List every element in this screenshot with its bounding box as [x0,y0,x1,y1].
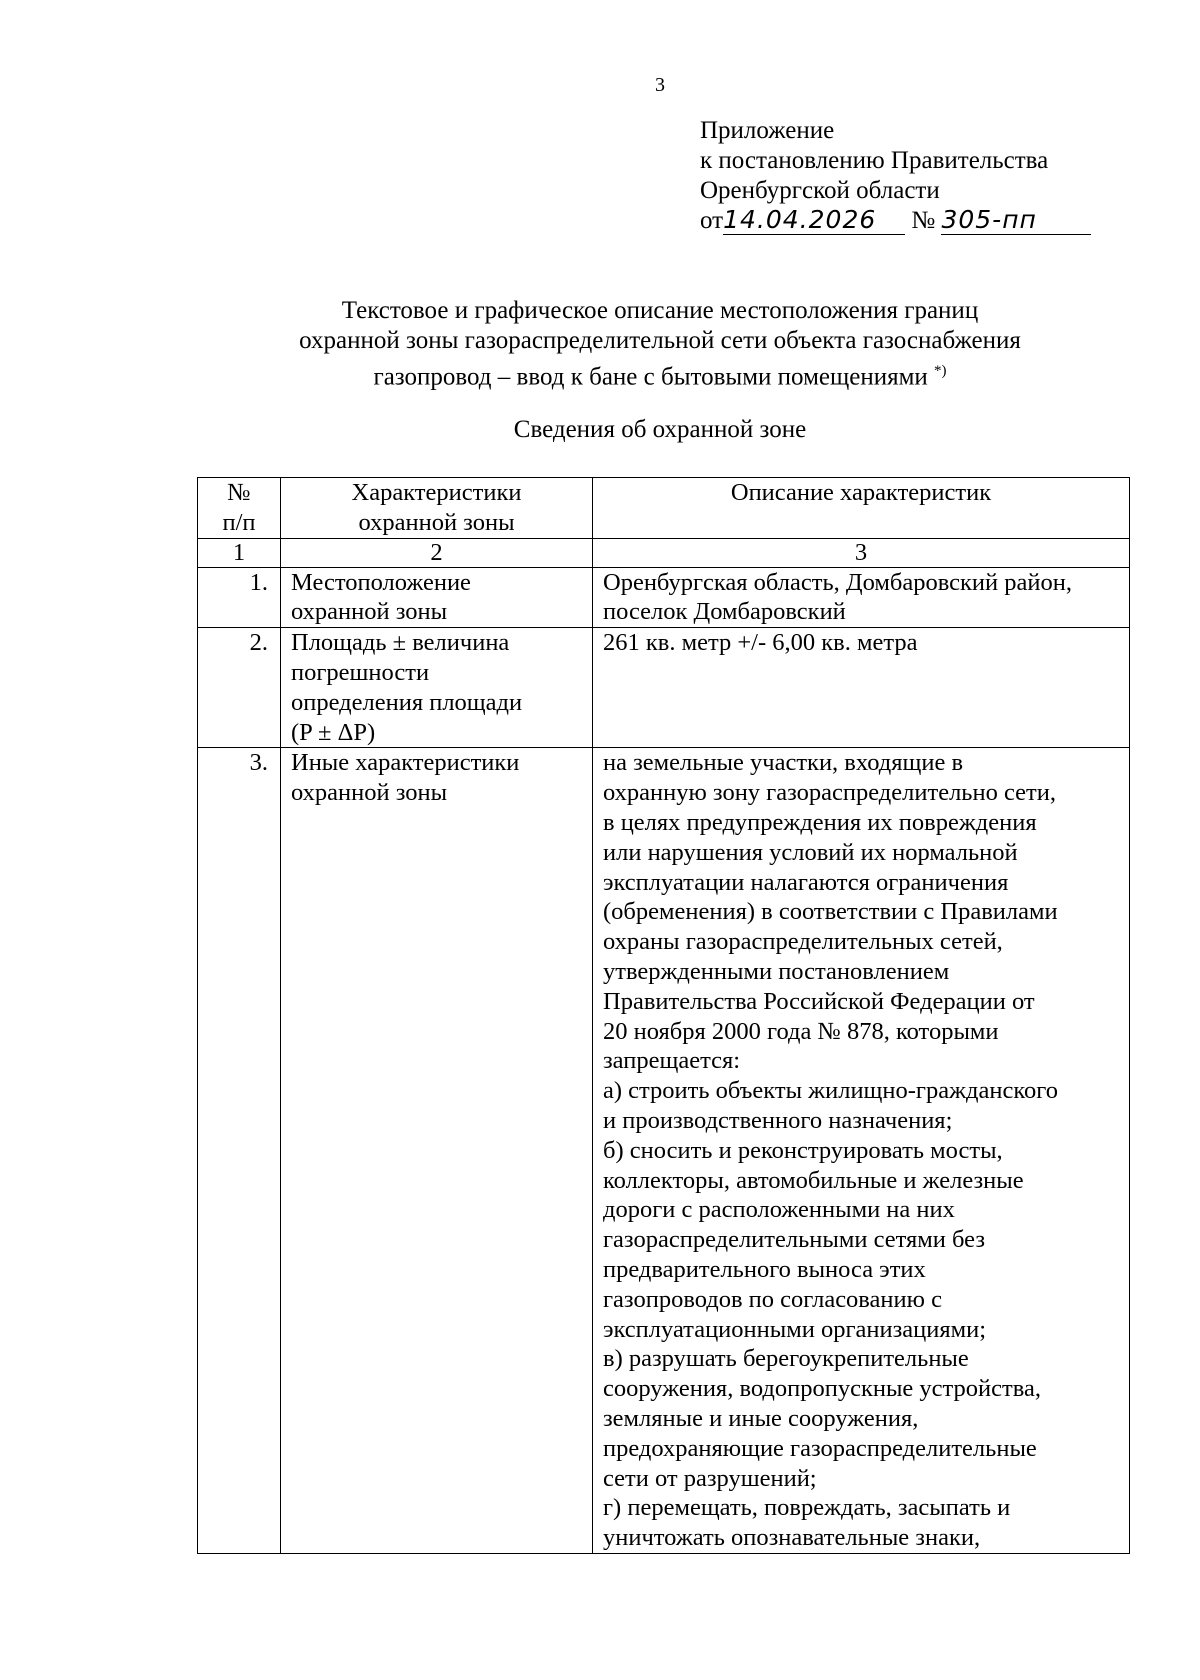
appendix-block [700,116,1091,236]
page-number: 3 [655,74,665,96]
description-line: в целях предупреждения их повреждения [603,808,1037,836]
description-line: г) перемещать, повреждать, засыпать и [603,1494,1011,1522]
date-prefix: от [700,207,724,234]
handwritten-date: 14.04.2026 [723,205,877,234]
header-characteristics: Характеристики охранной зоны [281,478,593,539]
appendix-region: Оренбургской области [700,177,940,204]
table-row [198,628,1130,748]
appendix-resolution: к постановлению Правительства [700,147,1049,174]
date-field [723,207,905,235]
description-line: Правительства Российской Федерации от [603,987,1035,1015]
description-line: и производственного назначения; [603,1106,953,1134]
description-line: дороги с расположенными на них [603,1196,955,1224]
handwritten-number: 305-пп [941,205,1037,234]
column-number-1: 1 [198,538,281,567]
row-characteristic: Площадь ± величина погрешности определения площади (P ± ΔP) [281,628,593,748]
column-number-3: 3 [593,538,1130,567]
description-line: охранную зону газораспределительно сети, [603,779,1056,807]
description-line: уничтожать опознавательные знаки, [603,1524,981,1552]
description-line: а) строить объекты жилищно-гражданского [603,1077,1058,1105]
description-line: земляные и иные сооружения, [603,1404,919,1432]
description-line: сети от разрушений; [603,1464,817,1492]
description-line: коллекторы, автомобильные и железные [603,1166,1024,1194]
row-number: 1. [198,567,281,628]
description-line: б) сносить и реконструировать мосты, [603,1136,1003,1164]
number-sign: № [911,207,936,234]
description-line: на земельные участки, входящие в [603,749,964,777]
table-row [198,748,1130,1554]
description-line: газопроводов по согласованию с [603,1285,942,1313]
description-line: запрещается: [603,1047,741,1075]
description-line: охраны газораспределительных сетей, [603,928,1003,956]
row-characteristic: Иные характеристики охранной зоны [281,748,593,1554]
table-header-row [198,478,1130,539]
description-line: 20 ноября 2000 года № 878, которыми [603,1017,999,1045]
description-line: предохраняющие газораспределительные [603,1434,1037,1462]
header-description: Описание характеристик [593,478,1130,539]
row-description [593,748,1130,1554]
document-title [190,296,1130,392]
row-number: 2. [198,628,281,748]
row-description: Оренбургская область, Домбаровский район, поселок Домбаровский [593,567,1130,628]
description-line: в) разрушать берегоукрепительные [603,1345,969,1373]
row-number: 3. [198,748,281,1554]
column-number-2: 2 [281,538,593,567]
number-field [941,207,1091,235]
description-line: предварительного выноса этих [603,1255,926,1283]
section-subtitle: Сведения об охранной зоне [513,416,807,443]
description-line: утвержденными постановлением [603,957,950,985]
header-number: № п/п [198,478,281,539]
column-number-row [198,538,1130,567]
description-line: сооружения, водопропускные устройства, [603,1375,1041,1403]
title-line-3: газопровод – ввод к бане с бытовыми помещениями *) [373,363,947,391]
description-line: эксплуатации налагаются ограничения [603,868,1009,896]
row-characteristic: Местоположение охранной зоны [281,567,593,628]
appendix-title: Приложение [700,117,835,144]
description-line: (обременения) в соответствии с Правилами [603,898,1058,926]
description-line: эксплуатационными организациями; [603,1315,987,1343]
table-row [198,567,1130,628]
footnote-mark: *) [934,363,947,379]
row-description: 261 кв. метр +/- 6,00 кв. метра [593,628,1130,748]
description-line: или нарушения условий их нормальной [603,838,1018,866]
title-line-2: охранной зоны газораспределительной сети объекта газоснабжения [299,327,1021,354]
zone-info-table [197,477,1130,1554]
title-line-1: Текстовое и графическое описание местоположения границ [341,297,979,324]
description-line: газораспределительными сетями без [603,1226,986,1254]
appendix-date-line [700,206,1091,236]
